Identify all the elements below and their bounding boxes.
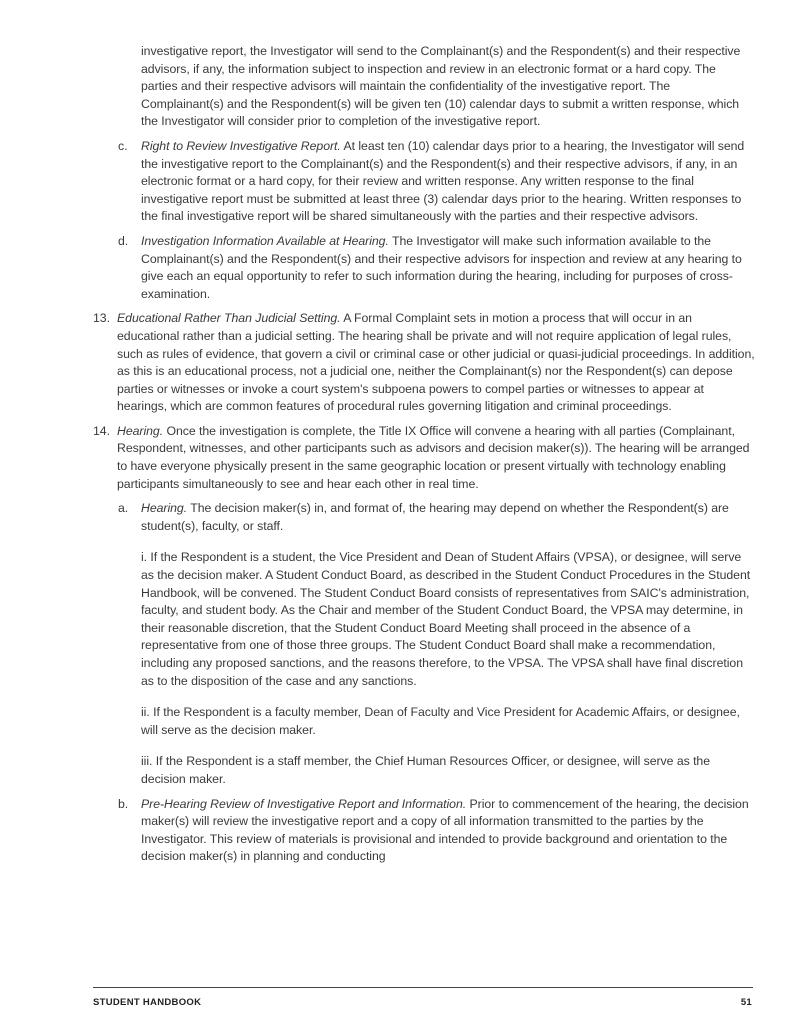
list-item-text [117, 310, 755, 416]
item-title: Hearing. [117, 423, 164, 438]
list-marker: 14. [93, 423, 110, 438]
list-item-14 [93, 423, 755, 493]
list-item-text [141, 500, 755, 535]
sub-item-ii: ii. If the Respondent is a faculty member, Dean of Faculty and Vice President for Academic Affairs, or designee, will serve as the decision maker. [141, 705, 740, 737]
item-title: Right to Review Investigative Report. [141, 138, 341, 153]
list-item-d [93, 233, 755, 303]
list-item-text [141, 138, 755, 226]
item-body: A Formal Complaint sets in motion a process that will occur in an educational rather than a judicial setting. The hearing shall be private and will not require application of legal rules, such as rules of evidence, that govern a civil or criminal case or other judicial or quasi-judicial proceedings. In addition, as this is an educational process, not a judicial one, neither the Complainant(s) nor the Respondent(s) can depose parties or witnesses or invoke a court system's subpoena powers to compel parties or witnesses to appear at hearings, which are common features of procedural rules governing litigation and criminal proceedings. [117, 311, 755, 414]
list-marker: d. [118, 233, 129, 248]
list-item-text [117, 423, 755, 493]
list-item-c [93, 138, 755, 226]
list-marker: 13. [93, 311, 110, 326]
item-title: Investigation Information Available at Hearing. [141, 233, 389, 248]
list-item-13 [93, 310, 755, 416]
list-marker: b. [118, 796, 129, 811]
list-item-14b [93, 796, 755, 866]
item-body: The Investigator will make such information available to the Complainant(s) and the Respondent(s) and their respective advisors for inspection and review at any hearing to give each an equal opportunity to refer to such information during the hearing, including for purposes of cross-examination. [141, 233, 742, 301]
list-item-text [141, 796, 755, 866]
document-body [93, 43, 755, 866]
sub-item-iii: iii. If the Respondent is a staff member, the Chief Human Resources Officer, or designee, will serve as the decision maker. [141, 754, 711, 786]
item-body: Prior to commencement of the hearing, the decision maker(s) will review the investigative report and a copy of all information transmitted to the parties by the Investigator. This review of materials is provisional and intended to provide background and orientation to the decision maker(s) in planning and conducting [141, 796, 749, 864]
list-marker: c. [118, 138, 128, 153]
list-marker: a. [118, 501, 129, 516]
list-item-text [141, 233, 755, 303]
item-body: The decision maker(s) in, and format of, the hearing may depend on whether the Respondent(s) are student(s), faculty, or staff. [141, 501, 729, 533]
list-item-14a [93, 500, 755, 535]
item-body: At least ten (10) calendar days prior to a hearing, the Investigator will send the investigative report to the Complainant(s) and the Respondent(s) and their respective advisors, if any, in an electronic format or a hard copy, for their review and written response. Any written response to the final investigative report must be submitted at least three (3) calendar days prior to the hearing. Written responses to the final investigative report will be shared simultaneously with the parties and their respective advisors. [141, 138, 745, 224]
sub-item-i: i. If the Respondent is a student, the Vice President and Dean of Student Affairs (VPSA), or designee, will serve as the decision maker. A Student Conduct Board, as described in the Student Conduct Procedures in the Student Handbook, will be convened. The Student Conduct Board consists of representatives from SAIC's administration, faculty, and student body. As the Chair and member of the Student Conduct Board, the VPSA may determine, in their reasonable discretion, that the Student Conduct Board Meeting shall proceed in the absence of a representative from one of those three groups. The Student Conduct Board shall make a recommendation, including any proposed sanctions, and the reasons therefore, to the VPSA. The VPSA shall have final discretion as to the disposition of the case and any sanctions. [141, 550, 751, 688]
continuation-paragraph: investigative report, the Investigator will send to the Complainant(s) and the Respondent(s) and their respective advisors, if any, the information subject to inspection and review in an electronic format or a hard copy. The parties and their respective advisors will maintain the confidentiality of the investigative report. The Complainant(s) and the Respondent(s) will be given ten (10) calendar days to submit a written response, which the Investigator will consider prior to completion of the investigative report. [141, 44, 741, 129]
item-body: Once the investigation is complete, the Title IX Office will convene a hearing with all parties (Complainant, Respondent, witnesses, and other participants such as advisors and decision maker(s)). The hearing will be arranged to have everyone physically present in the same geographic location or present virtually with technology enabling participants simultaneously to see and hear each other in real time. [117, 423, 750, 491]
item-title: Pre-Hearing Review of Investigative Report and Information. [141, 796, 467, 811]
footer-divider [93, 987, 753, 988]
item-title: Educational Rather Than Judicial Setting. [117, 311, 341, 326]
page-number: 51 [740, 997, 752, 1008]
item-title: Hearing. [141, 501, 188, 516]
footer-title: STUDENT HANDBOOK [93, 997, 202, 1008]
